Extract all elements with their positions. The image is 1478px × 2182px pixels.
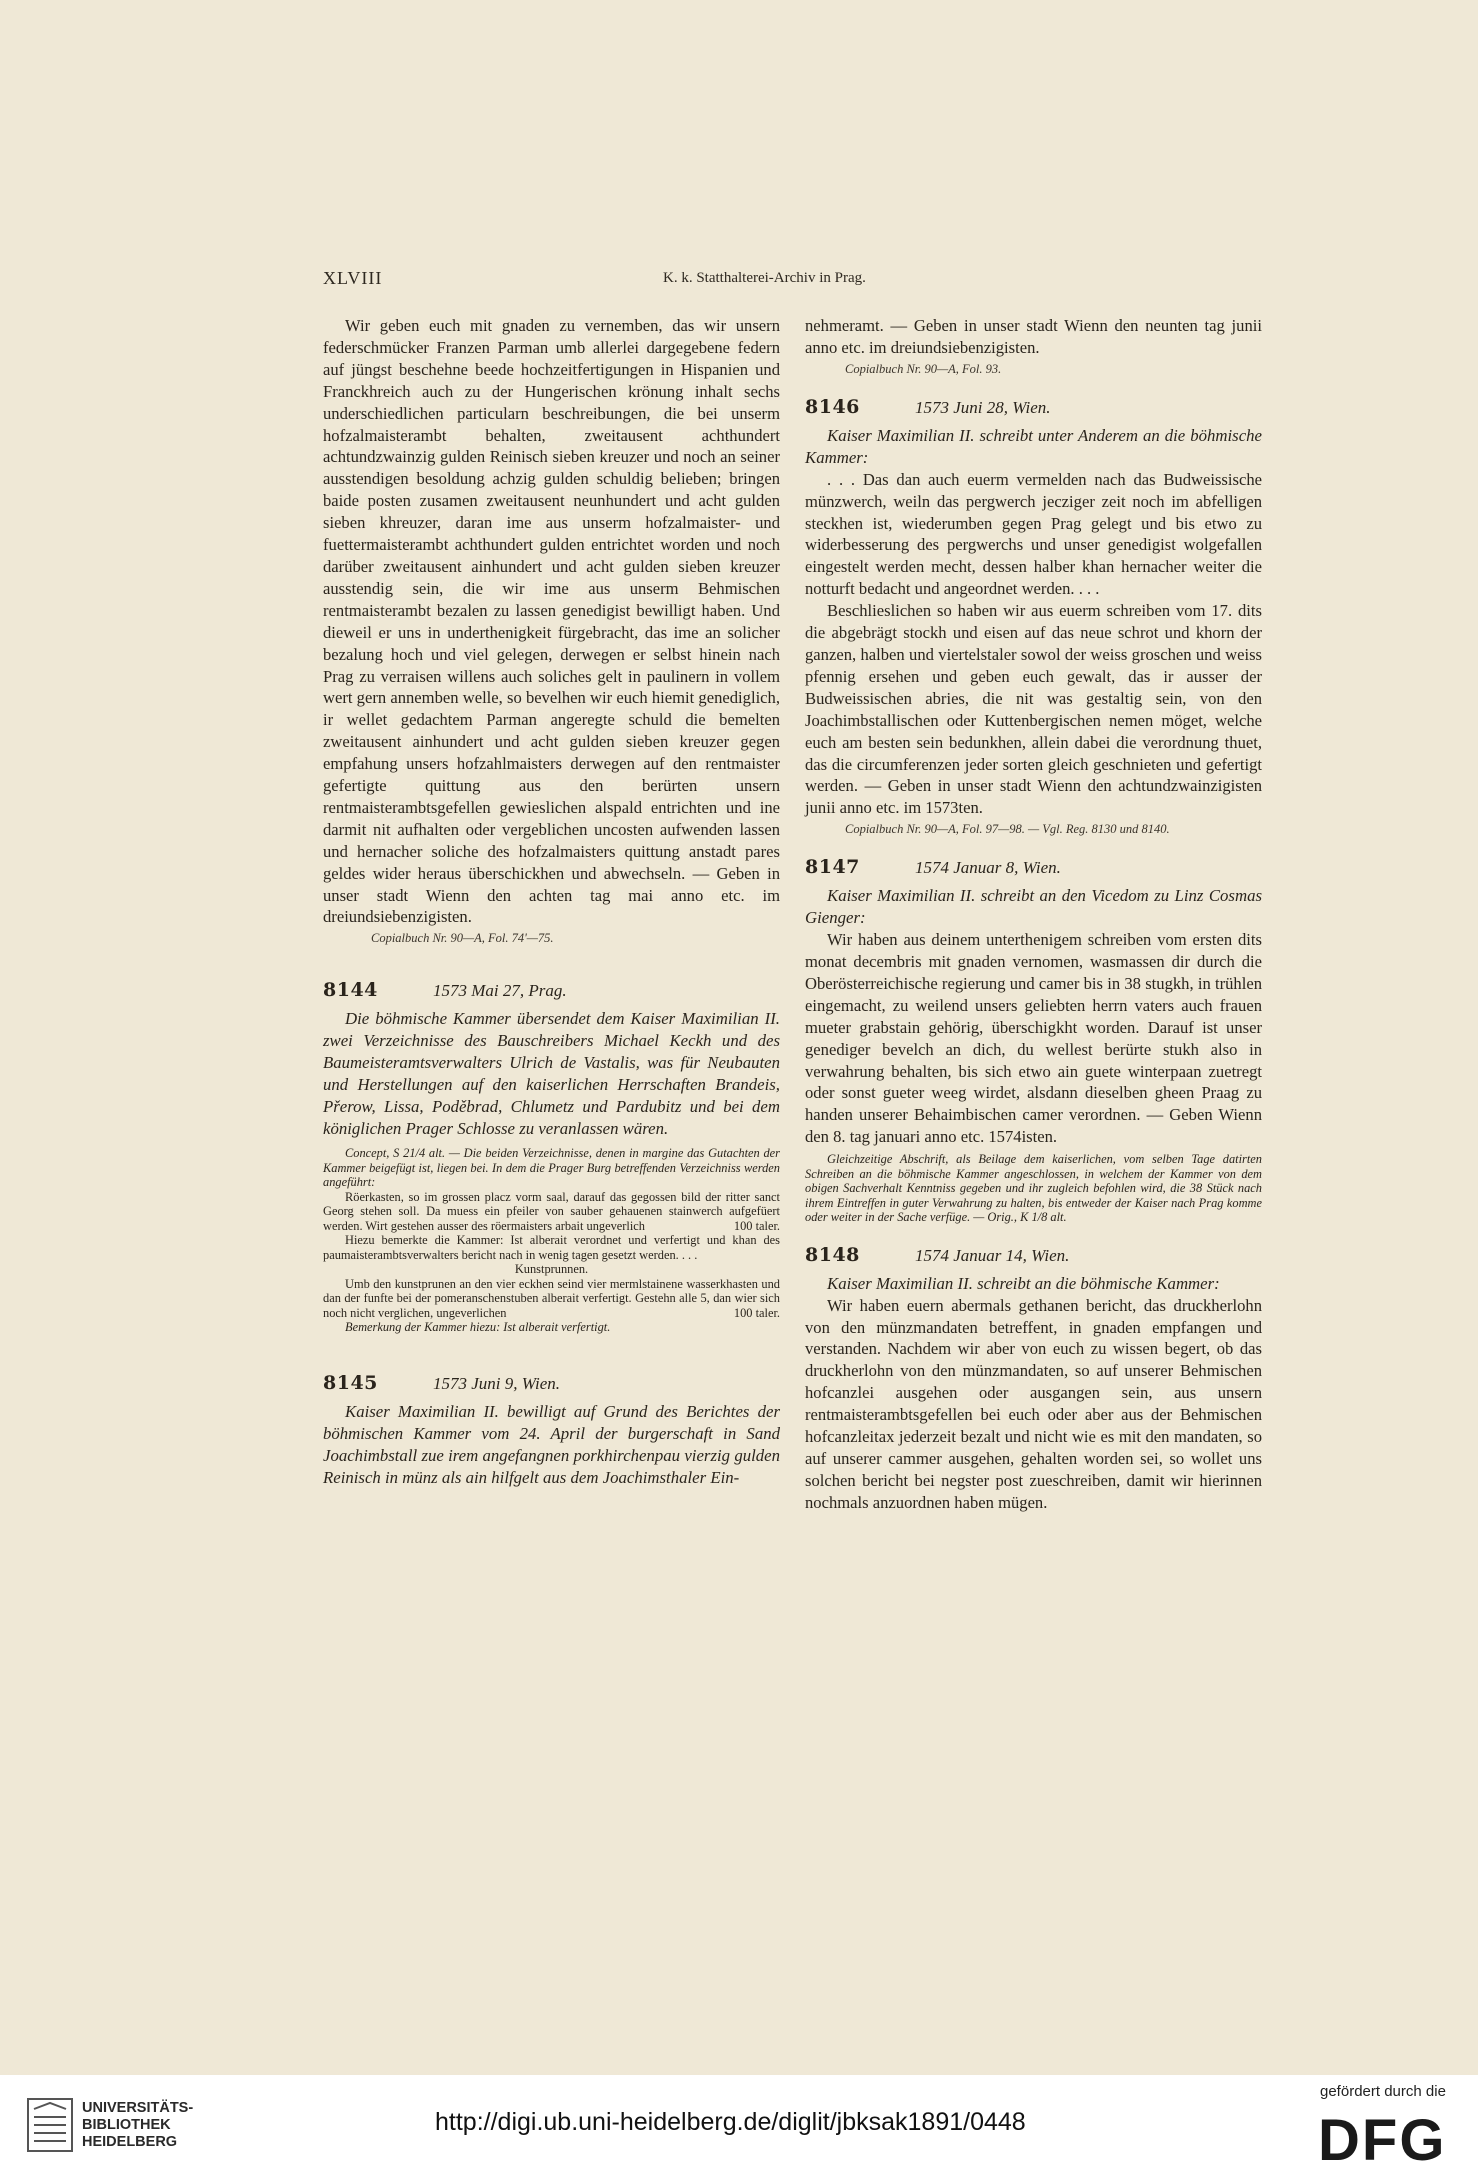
- entry-date: 1574 Januar 8, Wien.: [915, 858, 1061, 878]
- dfg-logo[interactable]: DFG: [1318, 2108, 1447, 2173]
- entry-text: Kaiser Maximilian II. bewilligt auf Grund des Berichtes der böhmischen Kammer vom 24. April der burgerschaft in Sand Joachimbstall zue irem angefangnen porkhirchenpau vierzig gulden Reinisch in münz als ain hilfgelt aus dem Joachimsthaler Ein-: [323, 1401, 780, 1487]
- library-name-line: HEIDELBERG: [82, 2134, 178, 2150]
- running-header: [323, 268, 1263, 292]
- entry-number: 8144: [323, 979, 378, 1002]
- entry-summary: Die böhmische Kammer übersendet dem Kaiser Maximilian II. zwei Verzeichnisse des Bauschreibers Michael Keckh und des Baumeisteramtsverwalters Ulrich de Vastalis, was für Neubauten und Herstellungen auf den kaiserlichen Herrschaften Brandeis, Přerow, Lissa, Poděbrad, Chlumetz und Pardubitz und bei dem königlichen Prager Schlosse zu veranlassen wären.: [323, 1009, 780, 1139]
- entry-heading-8145: [323, 1373, 780, 1395]
- library-logo[interactable]: [26, 2085, 196, 2165]
- entry-date: 1573 Juni 28, Wien.: [915, 397, 1051, 417]
- library-name-line: BIBLIOTHEK: [82, 2117, 171, 2133]
- paragraph: Beschlieslichen so haben wir aus euerm schreiben vom 17. dits die abgebrägt stockh und eisen auf das neue schrot und khorn der ganzen, halben und viertelstaler sowol der weiss groschen und weiss pfennig ersehen und geben euch gewalt, das ir ausser der Budweissischen abries, die nit was gestaltig sein, von den Joachimbstallischen oder Kuttenbergischen nemen möget, welche euch am besten sein bedunkhen, allein dabei die verordnung thuet, das die circumferenzen jeder sorten gleich geschnieten und gefertigt werden. — Geben in unser stadt Wienn den achtundzwainzigisten junii anno etc. im 1573ten.: [805, 601, 1262, 818]
- price: 100 taler.: [733, 1305, 780, 1320]
- entry-date: 1574 Januar 14, Wien.: [915, 1245, 1070, 1265]
- entry-summary: Kaiser Maximilian II. schreibt an den Vicedom zu Linz Cosmas Gienger:: [805, 886, 1262, 928]
- footnote: Bemerkung der Kammer hiezu: Ist alberait verfertigt.: [345, 1320, 611, 1335]
- footnote: [323, 1277, 780, 1321]
- paragraph: . . . Das dan auch euerm vermelden nach das Budweissische münzwerch, weiln das pergwerch jecziger zeit noch im abfelligen steckhen ist, wiederumben gegen Prag gelegt und bis etwo zu widerbesserung des pergwerchs und unser genedigist wolgefallen eingestelt werden mecht, dessen halber khan hernacher weiter die notturft bedacht und angeordnet werden. . . .: [805, 469, 1262, 599]
- entry-heading-8146: [805, 397, 1262, 419]
- source-citation: Copialbuch Nr. 90—A, Fol. 93.: [845, 361, 1002, 376]
- entry-date: 1573 Mai 27, Prag.: [433, 981, 567, 1001]
- price: 100 taler.: [733, 1218, 780, 1233]
- entry-number: 8148: [805, 1243, 860, 1266]
- page-number: XLVIII: [323, 268, 383, 288]
- entry-date: 1573 Juni 9, Wien.: [433, 1373, 561, 1393]
- left-column: [323, 315, 780, 1489]
- sponsor-label: gefördert durch die: [1320, 2083, 1446, 2100]
- entry-heading-8148: [805, 1245, 1262, 1267]
- paragraph: nehmeramt. — Geben in unser stadt Wienn den neunten tag junii anno etc. im dreiundsiebenzigisten.: [805, 316, 1262, 357]
- library-name-line: UNIVERSITÄTS-: [82, 2100, 194, 2116]
- entry-number: 8146: [805, 395, 860, 418]
- footnote-heading: Kunstprunnen.: [514, 1262, 589, 1277]
- footnote: Hiezu bemerkte die Kammer: Ist alberait verordnet und verfertigt und khan des paumaisterambtsverwalters bericht nach in wenig tagen gesetzt werden. . . .: [323, 1233, 780, 1262]
- right-column: [805, 315, 1262, 1514]
- footnote: [323, 1190, 780, 1234]
- entry-number: 8145: [323, 1371, 378, 1394]
- permalink-url[interactable]: http://digi.ub.uni-heidelberg.de/diglit/jbksak1891/0448: [435, 2108, 1026, 2136]
- library-emblem-icon: [26, 2097, 74, 2153]
- paragraph: Wir geben euch mit gnaden zu vernemben, das wir unsern federschmücker Franzen Parman umb allerlei dargegebene federn auf jüngst beschehne beede hochzeitfertigungen in Hispanien und Franckhreich auch zu der Hungerischen krönung inhalt sechs underschiedlichen particularn beschreibungen, die bei unserm hofzalmaisterambt behalten, zweitausent achthundert achtundzwainzig gulden Reinisch sieben kreuzer und noch an seiner ausstendigen besoldung achzig gulden schuldig belieben; bringen baide posten zusamen zweitausent neunhundert und acht gulden sieben khreuzer, daran ime aus unserm hofzalmaister- und fuettermaisterambt achthundert gulden entrichtet worden und noch darüber zweitausent ainhundert und acht gulden sieben kreuzer ausstendig sein, die wir ime aus unserm Behmischen rentmaisterambt bezalen zu lassen genedigist bewilligt haben. Und dieweil er uns in underthenigkeit fürgebracht, das ime an solicher bezalung hoch und viel gelegen, derwegen er selbst hinein nach Prag zu verraisen willens auch soliches gelt in paulinern in vollem wert gern annemben welle, so bevelhen wir euch hiemit genediglich, ir wellet gedachtem Parman angeregte schuld die bemelten zweitausent ainhundert und acht gulden sieben kreuzer gegen empfahung unsers hofzahlmaisters derwegen auf den rentmaister gefertigte quittung aus den berürten unsern rentmaisterambtsgefellen gewieslichen alspald entrichten und ine darmit nit aufhalten oder vergeblichen uncosten aufwenden lassen und hernacher soliche des hofzalmaisters quittung anstadt pares geldes wider heraus überschickhen und abwechseln. — Geben in unser stadt Wienn den achten tag mai anno etc. im dreiundsiebenzigisten.: [323, 316, 780, 927]
- entry-heading-8147: [805, 857, 1262, 879]
- paragraph: Wir haben euern abermals gethanen bericht, das druckherlohn von den münzmandaten betreffent, in gnaden empfangen und verstanden. Nachdem wir aber von euch zu wissen begert, ob das druckherlohn von den münzmandaten, so auf unserer Behmischen hofcanzlei ausgehen oder ausgangen sein, aus unsern rentmaisterambtsgefellen bei euch oder aber aus der Behmischen hofcanzleitax jederzeit bezalt und nicht wie es mit den mandaten, so auf unserer cammer ausgehen, gehalten worden sei, so wollet uns solchen bericht bei negster post zueschreiben, damit wir hierinnen nochmals anzuordnen haben mügen.: [805, 1295, 1262, 1512]
- source-citation: Copialbuch Nr. 90—A, Fol. 97—98. — Vgl. Reg. 8130 und 8140.: [845, 822, 1170, 837]
- footnote-text: Röerkasten, so im grossen placz vorm saal, darauf das gegossen bild der ritter sanct Georg stehen soll. Da muess ein pfeiler von sauber gehauenen stainwerch aufgefüert werden. Wirt gestehen ausser des röermaisters arbait ungeverlich: [323, 1189, 780, 1233]
- entry-number: 8147: [805, 856, 860, 879]
- entry-summary: Kaiser Maximilian II. schreibt an die böhmische Kammer:: [827, 1273, 1220, 1293]
- footer-bar: [0, 2075, 1478, 2182]
- footnote: Concept, S 21/4 alt. — Die beiden Verzeichnisse, denen in margine das Gutachten der Kammer beigefügt ist, liegen bei. In dem die Prager Burg betreffenden Verzeichniss werden angeführt:: [323, 1146, 780, 1190]
- footnote-text: Umb den kunstprunen an den vier eckhen seind vier mermlstainene wasserkhasten und dan der funfte bei der pomeranschenstuben alberait verfertigt. Gestehn alle 5, dan wier sich noch nicht verglichen, ungeverlichen: [323, 1276, 780, 1320]
- footnote: Gleichzeitige Abschrift, als Beilage dem kaiserlichen, vom selben Tage datirten Schreiben an die böhmische Kammer angeschlossen, in welchem der Kammer von dem obigen Sachverhalt Kenntniss gegeben und ihr zugleich befohlen wird, die 38 Stück nach ihrem Eintreffen in guter Verwahrung zu halten, bis entweder der Kaiser nach Prag komme oder weiter in der Sache verfüge. — Orig., K 1/8 alt.: [805, 1152, 1262, 1225]
- source-citation: Copialbuch Nr. 90—A, Fol. 74'—75.: [371, 931, 554, 946]
- paragraph: Wir haben aus deinem unterthenigem schreiben vom ersten dits monat decembris mit gnaden vernomen, wasmassen dir durch die Oberösterreichische regierung und camer bis in 38 stugkh, in trühlen eingemacht, zu weilend unsers geliebten herrn vaters auch frauen mueter grabstain gehörig, überschigkht worden. Darauf ist unser genediger bevelch an dich, du wellest berürte stukh also in verwahrung behalten, bis sich etwo ain guete winterpaan zuetregt oder sonst gueter weeg wirdet, alsdann dieselben gheen Praag zu handen unserer Behaimbischen camer verordnen. — Geben Wienn den 8. tag januari anno etc. 1574isten.: [805, 930, 1262, 1147]
- running-title: K. k. Statthalterei-Archiv in Prag.: [663, 270, 866, 286]
- entry-summary: Kaiser Maximilian II. schreibt unter Anderem an die böhmische Kammer:: [805, 425, 1262, 467]
- entry-heading-8144: [323, 980, 780, 1002]
- library-name: [82, 2100, 193, 2151]
